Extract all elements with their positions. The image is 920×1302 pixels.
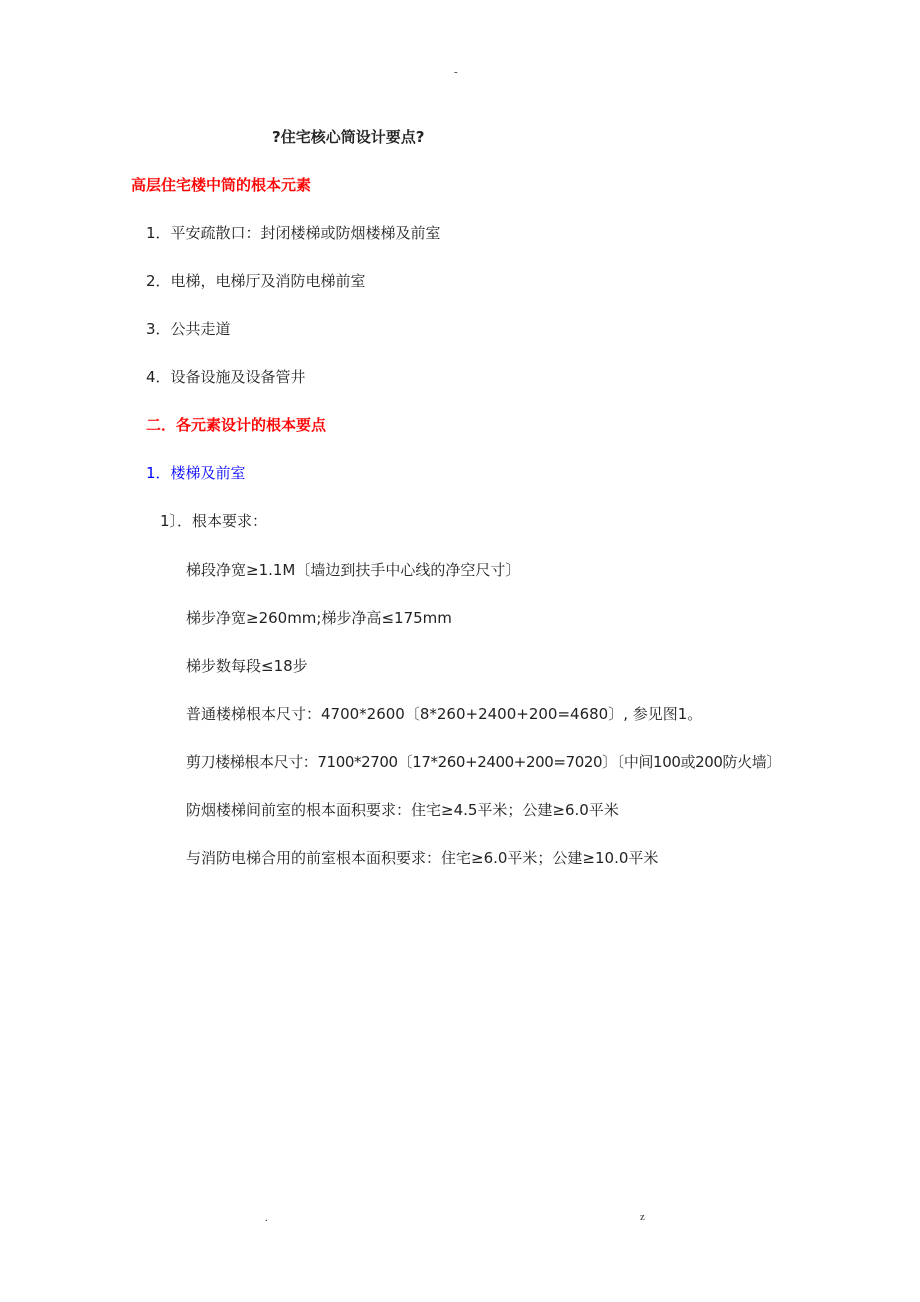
list-item: 4．设备设施及设备管井 <box>146 368 306 386</box>
footer-right-mark: z <box>640 1211 645 1223</box>
section-heading-1: 高层住宅楼中筒的根本元素 <box>131 176 312 194</box>
detail-line: 与消防电梯合用的前室根本面积要求：住宅≥6.0平米；公建≥10.0平米 <box>186 849 659 867</box>
list-item: 2．电梯，电梯厅及消防电梯前室 <box>146 272 366 290</box>
detail-line: 梯步净宽≥260mm;梯步净高≤175mm <box>186 609 452 627</box>
list-item: 3．公共走道 <box>146 320 231 338</box>
list-item: 1．平安疏散口：封闭楼梯或防烟楼梯及前室 <box>146 224 441 242</box>
detail-line: 梯段净宽≥1.1M〔墙边到扶手中心线的净空尺寸〕 <box>186 561 521 579</box>
detail-line: 梯步数每段≤18步 <box>186 657 308 675</box>
document-title: ?住宅核心筒设计要点? <box>272 128 425 146</box>
section-heading-2: 二．各元素设计的根本要点 <box>146 416 327 434</box>
detail-line: 剪刀楼梯根本尺寸：7100*2700〔17*260+2400+200=7020〕〔中间100或200防火墙〕 <box>186 753 781 771</box>
header-mark: - <box>454 66 458 78</box>
footer-left-mark: . <box>265 1212 268 1224</box>
sub-item: 1〕．根本要求： <box>160 512 268 530</box>
detail-line: 防烟楼梯间前室的根本面积要求：住宅≥4.5平米；公建≥6.0平米 <box>186 801 619 819</box>
subsection-heading: 1．楼梯及前室 <box>146 464 246 482</box>
detail-line: 普通楼梯根本尺寸：4700*2600〔8*260+2400+200=4680〕, 参见图1。 <box>186 705 703 723</box>
